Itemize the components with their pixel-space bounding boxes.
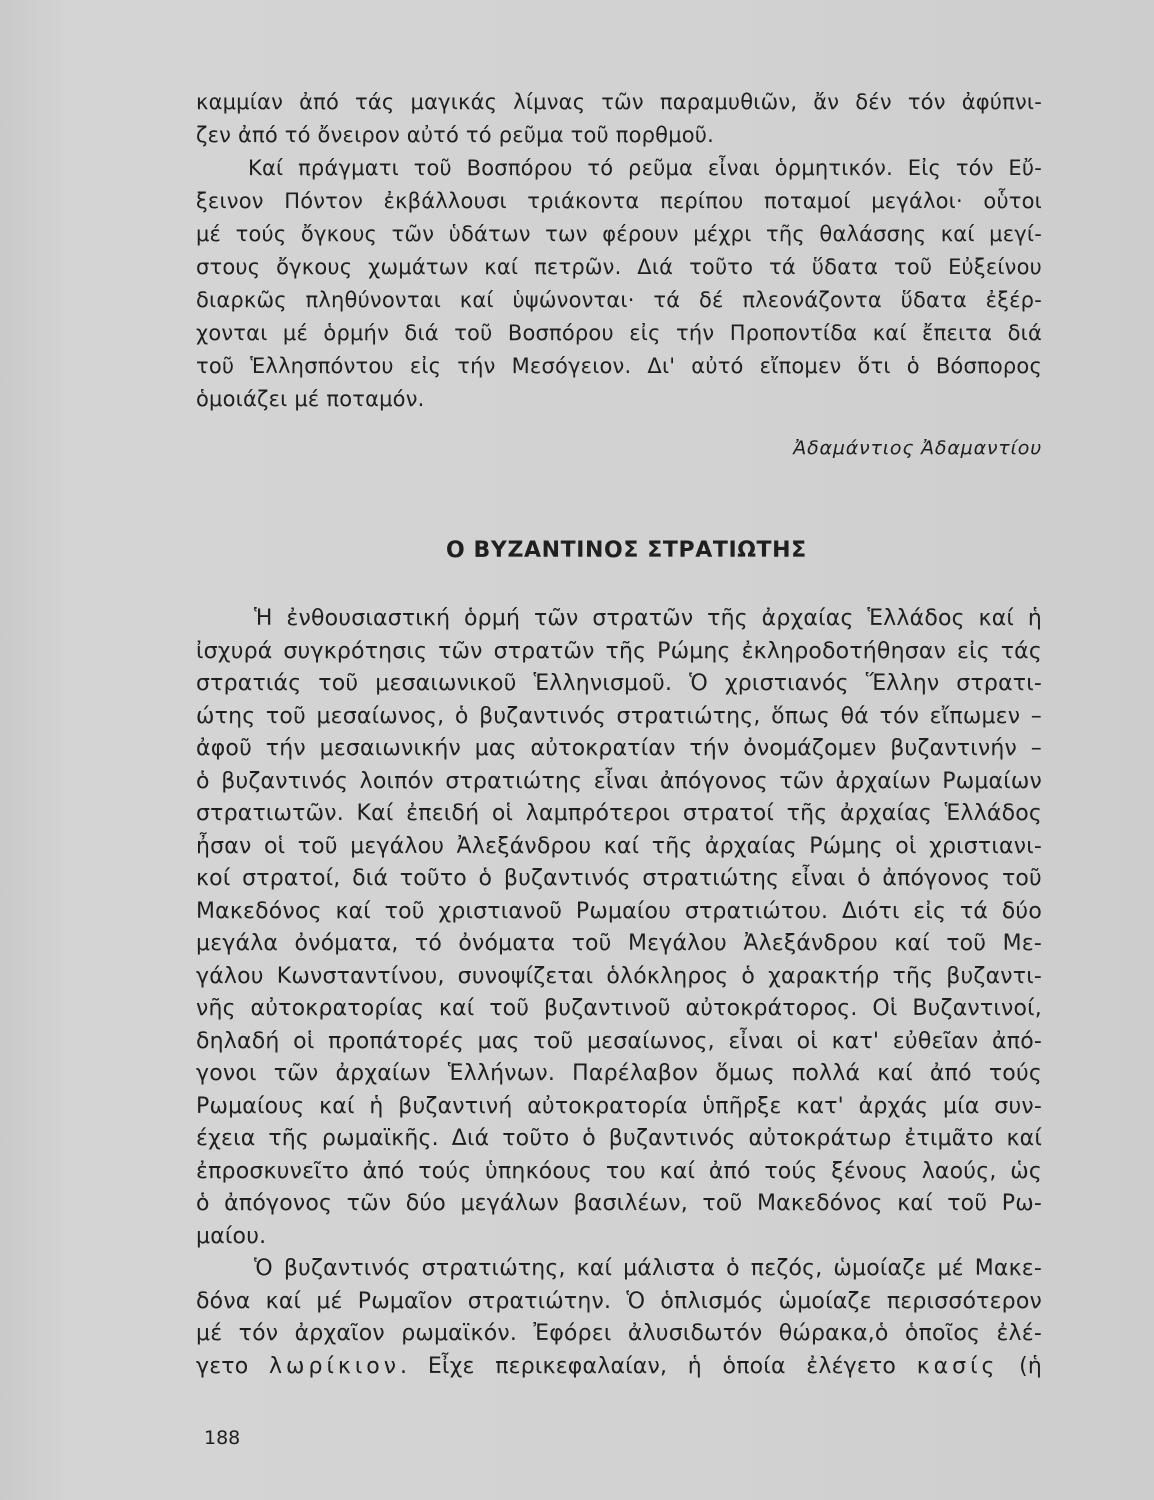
text-line: μέ τόν ἀρχαῖον ρωμαϊκόν. Ἐφόρει ἀλυσιδωτόν θώρακα,ὁ ὁποῖος ἐλέ- xyxy=(196,1321,1042,1346)
text-line: στρατιάς τοῦ μεσαιωνικοῦ Ἑλληνισμοῦ. Ὁ χριστιανός Ἕλλην στρατι- xyxy=(196,671,1042,696)
text-line: ἀφοῦ τήν μεσαιωνικήν μας αὐτοκρατίαν τήν ὀνομάζομεν βυζαντινήν – xyxy=(196,736,1042,761)
text-line: μέ τούς ὄγκους τῶν ὑδάτων των φέρουν μέχρι τῆς θαλάσσης καί μεγί- xyxy=(196,222,1042,246)
section-body xyxy=(196,603,1042,1383)
final-line-part: γετο xyxy=(196,1353,270,1379)
text-line: ἦσαν οἱ τοῦ μεγάλου Ἀλεξάνδρου καί τῆς ἀρχαίας Ρώμης οἱ χριστιανι- xyxy=(196,833,1042,859)
text-line: Ἡ ἐνθουσιαστική ὁρμή τῶν στρατῶν τῆς ἀρχαίας Ἑλλάδος καί ἡ xyxy=(254,606,1042,631)
text-line: στους ὄγκους χωμάτων καί πετρῶν. Διά τοῦτο τά ὕδατα τοῦ Εὐξείνου xyxy=(196,255,1042,279)
spaced-term-lorikion: λωρίκιον xyxy=(269,1353,401,1379)
text-line: ἐπροσκυνεῖτο ἀπό τούς ὑπηκόους του καί ἀπό τούς ξένους λαούς, ὡς xyxy=(196,1158,1042,1184)
intro-paragraph xyxy=(196,86,1042,416)
page-number: 188 xyxy=(204,1427,241,1449)
text-line: Καί πράγματι τοῦ Βοσπόρου τό ρεῦμα εἶναι ὁρμητικόν. Εἰς τόν Εὔ- xyxy=(248,156,1042,180)
section-title: Ο ΒΥΖΑΝΤΙΝΟΣ ΣΤΡΑΤΙΩΤΗΣ xyxy=(446,538,807,563)
final-line-part: (ἡ xyxy=(998,1353,1043,1379)
text-line-final xyxy=(196,1351,1042,1384)
text-line: γάλου Κωνσταντίνου, συνοψίζεται ὁλόκληρος ὁ χαρακτήρ τῆς βυζαντι- xyxy=(196,963,1042,989)
text-line: ὁ ἀπόγονος τῶν δύο μεγάλων βασιλέων, τοῦ Μακεδόνος καί τοῦ Ρω- xyxy=(196,1191,1042,1216)
text-line: Ρωμαίους καί ἡ βυζαντινή αὐτοκρατορία ὑπῆρξε κατ' ἀρχάς μία συν- xyxy=(196,1093,1042,1119)
spaced-term-kasis: κασίς xyxy=(916,1353,999,1379)
text-line: ώτης τοῦ μεσαίωνος, ὁ βυζαντινός στρατιώτης, ὅπως θά τόν εἴπωμεν – xyxy=(196,703,1042,729)
text-line: Μακεδόνος καί τοῦ χριστιανοῦ Ρωμαίου στρατιώτου. Διότι εἰς τά δύο xyxy=(196,898,1042,924)
text-line: κοί στρατοί, διά τοῦτο ὁ βυζαντινός στρατιώτης εἶναι ὁ ἀπόγονος τοῦ xyxy=(196,866,1042,891)
text-line: ἰσχυρά συγκρότησις τῶν στρατῶν τῆς Ρώμης ἐκληροδοτήθησαν εἰς τάς xyxy=(196,638,1042,664)
text-line: μεγάλα ὀνόματα, τό ὀνόματα τοῦ Μεγάλου Ἀλεξάνδρου καί τοῦ Με- xyxy=(196,931,1042,956)
text-line: ὁμοιάζει μέ ποταμόν. xyxy=(196,387,425,411)
text-line: καμμίαν ἀπό τάς μαγικάς λίμνας τῶν παραμυθιῶν, ἄν δέν τόν ἀφύπνι- xyxy=(196,90,1042,114)
text-line: τοῦ Ἑλλησπόντου εἰς τήν Μεσόγειον. Δι' αὐτό εἴπομεν ὅτι ὁ Βόσπορος xyxy=(196,354,1042,378)
text-line: γονοι τῶν ἀρχαίων Ἑλλήνων. Παρέλαβον ὅμως πολλά καί ἀπό τούς xyxy=(196,1061,1042,1086)
text-line: έχεια τῆς ρωμαϊκῆς. Διά τοῦτο ὁ βυζαντινός αὐτοκράτωρ ἐτιμᾶτο καί xyxy=(196,1126,1042,1151)
author-signature: Ἀδαμάντιος Ἀδαμαντίου xyxy=(793,437,1042,459)
text-line: δηλαδή οἱ προπάτορές μας τοῦ μεσαίωνος, εἶναι οἱ κατ' εὐθεῖαν ἀπό- xyxy=(196,1028,1042,1054)
text-line: στρατιωτῶν. Καί ἐπειδή οἱ λαμπρότεροι στρατοί τῆς ἀρχαίας Ἑλλάδος xyxy=(196,801,1042,826)
text-line: δόνα καί μέ Ρωμαῖον στρατιώτην. Ὁ ὁπλισμός ὡμοίαζε περισσότερον xyxy=(196,1288,1042,1314)
text-line: ξεινον Πόντον ἐκβάλλουσι τριάκοντα περίπου ποταμοί μεγάλοι· οὗτοι xyxy=(196,189,1042,213)
text-line: Ὁ βυζαντινός στρατιώτης, καί μάλιστα ὁ πεζός, ὡμοίαζε μέ Μακε- xyxy=(254,1256,1042,1281)
text-line: μαίου. xyxy=(196,1223,267,1249)
text-line: νῆς αὐτοκρατορίας καί τοῦ βυζαντινοῦ αὐτοκράτορος. Οἱ Βυζαντινοί, xyxy=(196,996,1042,1021)
final-line-part: . Εἶχε περικεφαλαίαν, ἡ ὁποία ἐλέγετο xyxy=(400,1353,917,1379)
text-line: ὁ βυζαντινός λοιπόν στρατιώτης εἶναι ἀπόγονος τῶν ἀρχαίων Ρωμαίων xyxy=(196,768,1042,794)
text-line: διαρκῶς πληθύνονται καί ὑψώνονται· τά δέ πλεονάζοντα ὕδατα ἐξέρ- xyxy=(196,288,1042,312)
text-line: χονται μέ ὁρμήν διά τοῦ Βοσπόρου εἰς τήν Προποντίδα καί ἔπειτα διά xyxy=(196,321,1042,345)
text-line: ζεν ἀπό τό ὄνειρον αὐτό τό ρεῦμα τοῦ πορθμοῦ. xyxy=(196,123,715,147)
